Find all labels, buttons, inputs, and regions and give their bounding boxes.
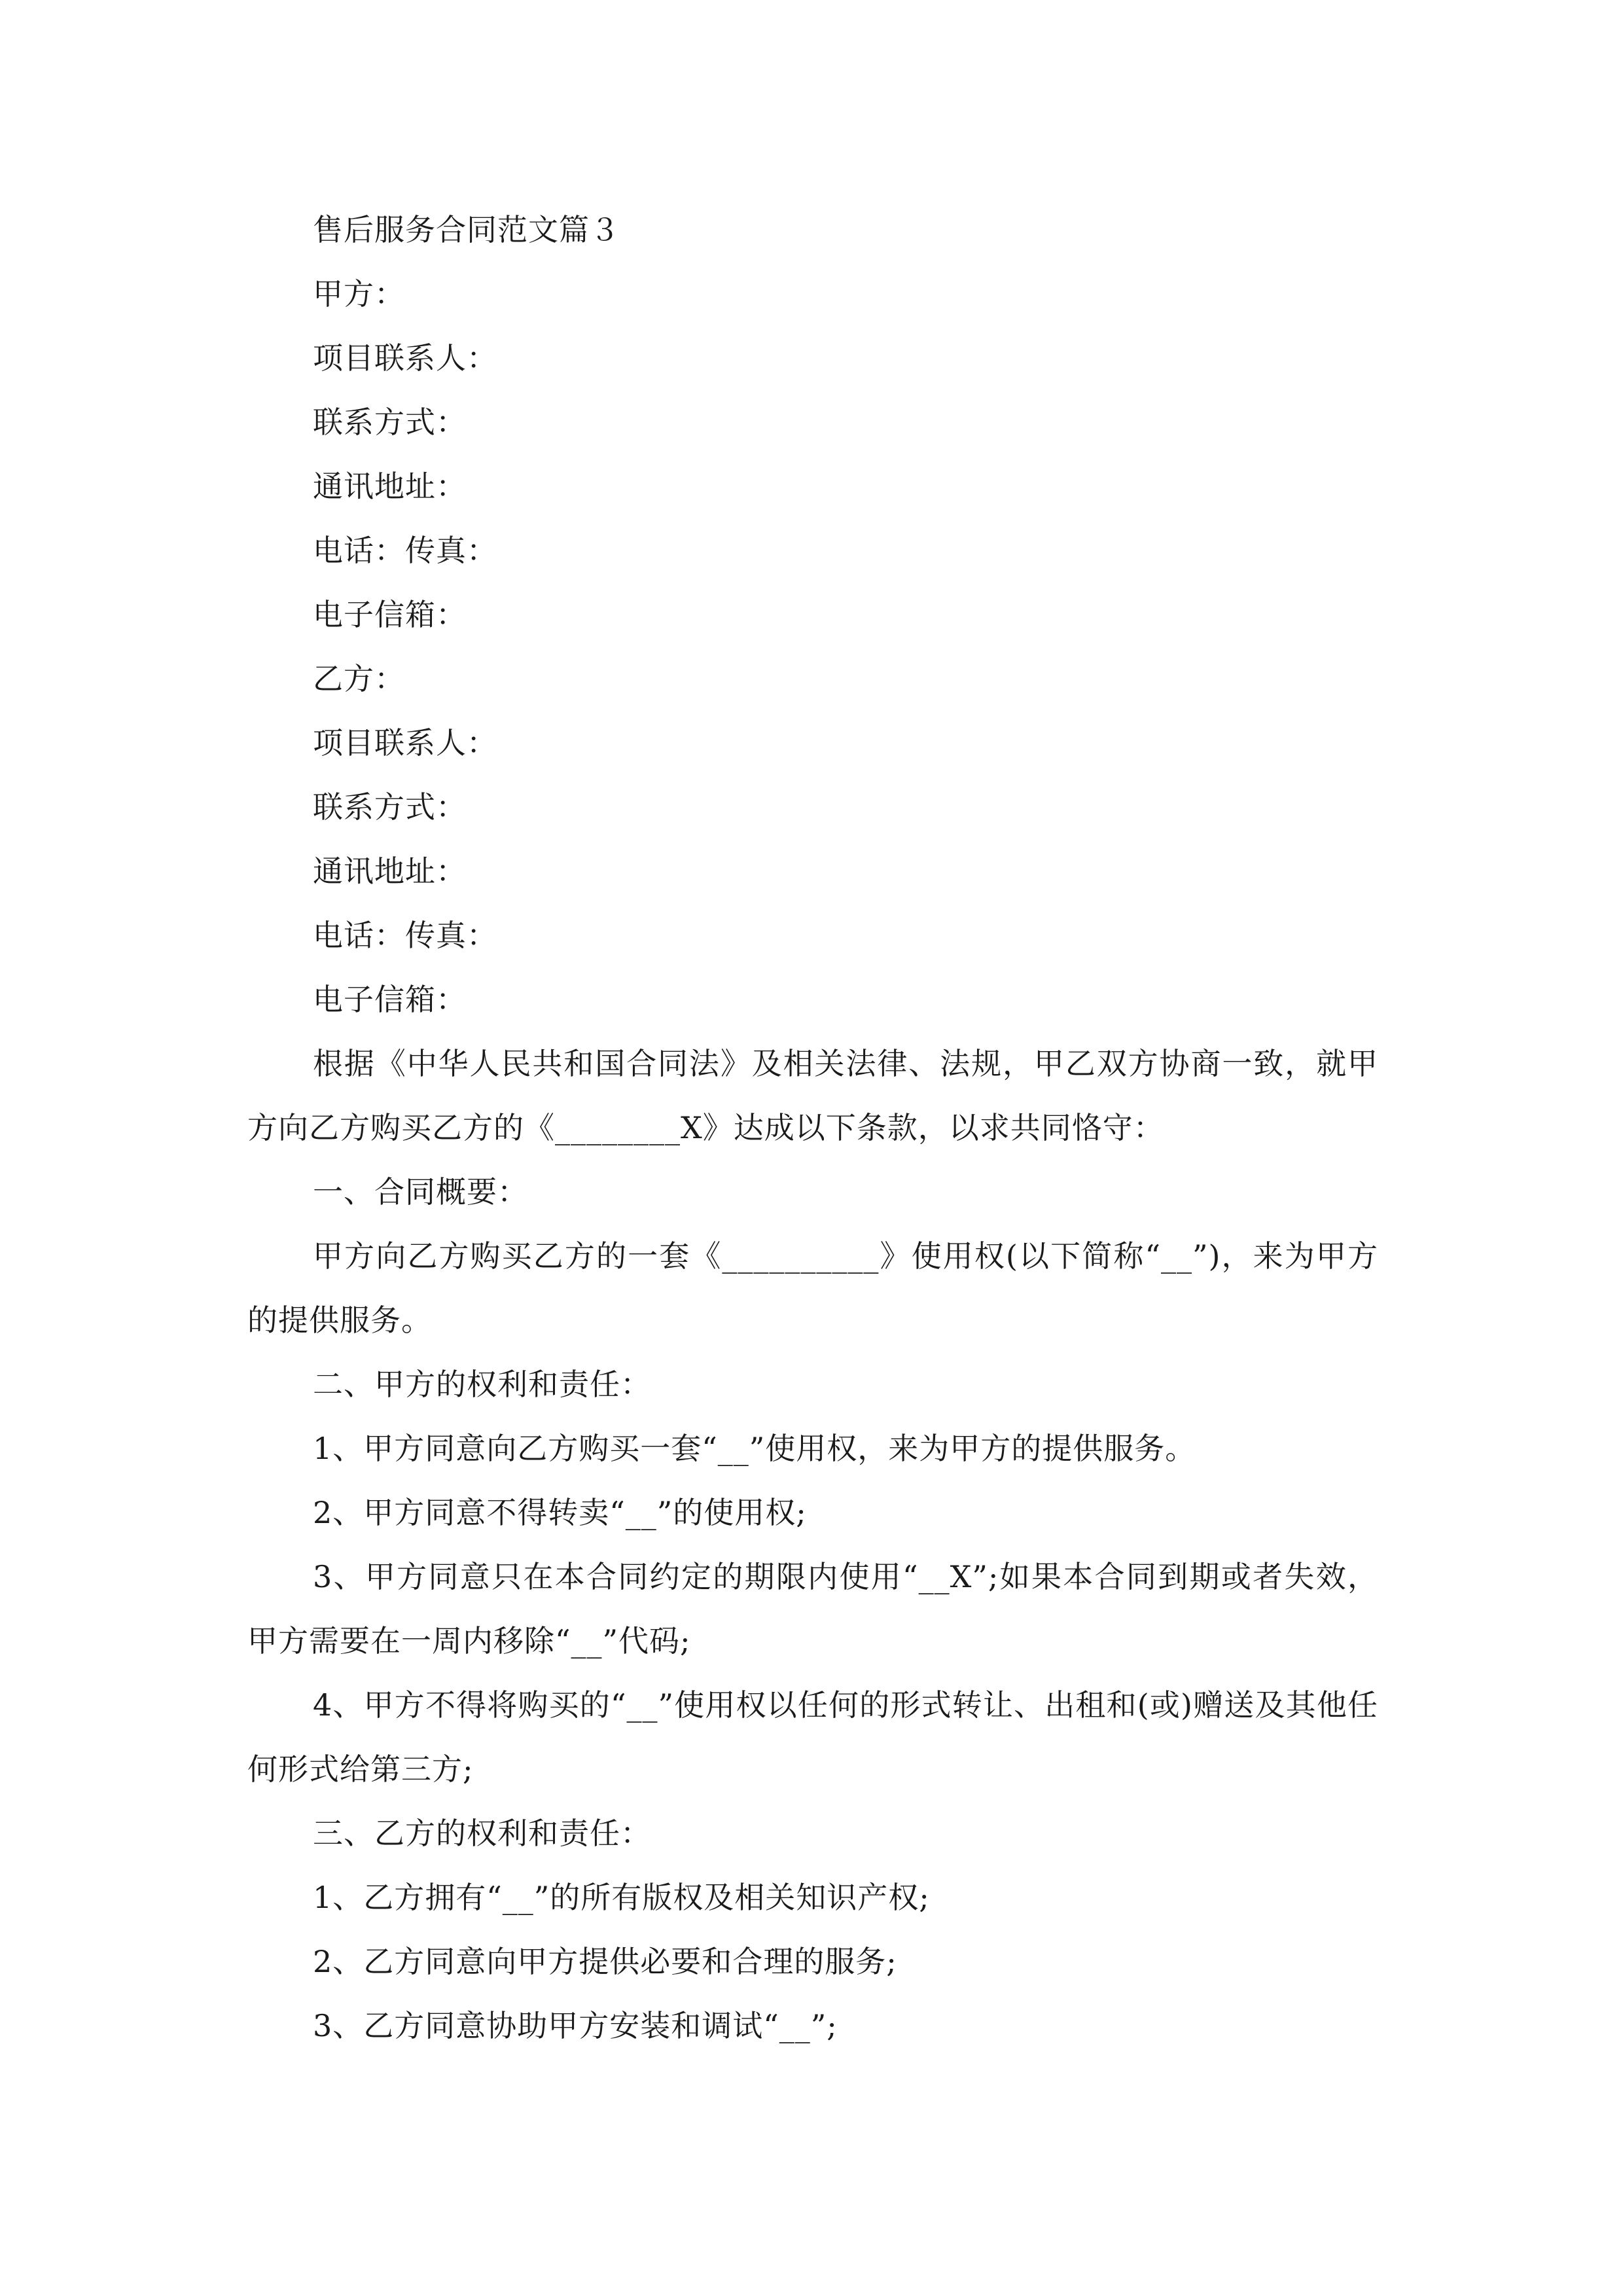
contract-body xyxy=(247,198,1378,2058)
section2-heading: 二、甲方的权利和责任： xyxy=(313,1367,651,1402)
document-title: 售后服务合同范文篇３ xyxy=(313,212,620,247)
preamble-paragraph: 根据《中华人民共和国合同法》及相关法律、法规，甲乙双方协商一致，就甲方向乙方购买乙方的《________X》达成以下条款，以求共同恪守： xyxy=(247,1046,1378,1145)
party-a-email: 电子信箱： xyxy=(313,597,467,632)
party-a-phone-fax: 电话：传真： xyxy=(313,533,497,568)
section1-heading: 一、合同概要： xyxy=(313,1174,528,1210)
section2-item: 1、甲方同意向乙方购买一套“__”使用权，来为甲方的提供服务。 xyxy=(313,1431,1196,1466)
section2-item: 4、甲方不得将购买的“__”使用权以任何的形式转让、出租和(或)赠送及其他任何形式给第三方; xyxy=(247,1687,1378,1787)
section3-item: 1、乙方拥有“__”的所有版权及相关知识产权; xyxy=(313,1880,930,1915)
party-b-contact-method: 联系方式： xyxy=(313,789,467,825)
section2-item: 3、甲方同意只在本合同约定的期限内使用“__X”;如果本合同到期或者失效，甲方需要在一周内移除“__”代码; xyxy=(247,1559,1378,1659)
section3-heading: 三、乙方的权利和责任： xyxy=(313,1816,651,1851)
party-a-contact-method: 联系方式： xyxy=(313,404,467,440)
party-a-address: 通讯地址： xyxy=(313,469,467,504)
party-b-email: 电子信箱： xyxy=(313,982,467,1017)
section2-item: 2、甲方同意不得转卖“__”的使用权; xyxy=(313,1495,807,1530)
section1-text: 甲方向乙方购买乙方的一套《__________》使用权(以下简称“__”)，来为甲方的提供服务。 xyxy=(247,1238,1378,1338)
party-b-address: 通讯地址： xyxy=(313,853,467,889)
party-b-contact-person: 项目联系人： xyxy=(313,725,497,761)
party-a-contact-person: 项目联系人： xyxy=(313,340,497,376)
section3-item: 2、乙方同意向甲方提供必要和合理的服务; xyxy=(313,1944,897,1979)
party-b-label: 乙方： xyxy=(313,661,405,696)
section3-item: 3、乙方同意协助甲方安装和调试“__”; xyxy=(313,2008,838,2043)
party-a-label: 甲方： xyxy=(313,276,405,312)
party-b-phone-fax: 电话：传真： xyxy=(313,918,497,953)
